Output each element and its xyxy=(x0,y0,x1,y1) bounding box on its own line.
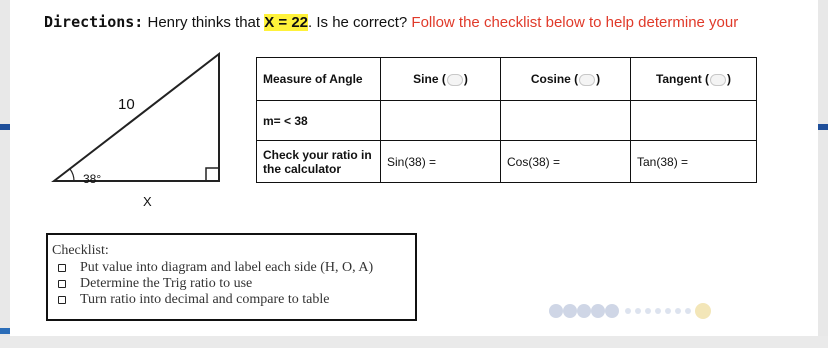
checklist-box xyxy=(46,233,417,321)
hypotenuse-label: 10 xyxy=(118,96,135,113)
cos-cell: Cos(38) = xyxy=(501,141,631,183)
left-edge-marker xyxy=(0,124,10,130)
directions-line xyxy=(44,13,738,31)
header-tangent: Tangent ( ) xyxy=(631,58,757,101)
trig-ratio-table xyxy=(256,57,757,183)
checklist-item: Put value into diagram and label each side (H, O, A) xyxy=(58,260,373,276)
header-cosine: Cosine ( ) xyxy=(501,58,631,101)
faded-decoration xyxy=(548,300,808,322)
header-measure: Measure of Angle xyxy=(257,58,381,101)
angle-sine-cell xyxy=(381,101,501,141)
table-header-row xyxy=(257,58,757,101)
right-frame-border xyxy=(818,0,828,348)
calculator-label-cell: Check your ratio in the calculator xyxy=(257,141,381,183)
directions-instruction: Follow the checklist below to help determine your xyxy=(411,14,739,31)
table-row-calculator xyxy=(257,141,757,183)
checklist-item: Turn ratio into decimal and compare to table xyxy=(58,292,329,308)
right-triangle-diagram xyxy=(48,52,248,212)
checklist-item: Determine the Trig ratio to use xyxy=(58,276,252,292)
base-label: X xyxy=(143,194,152,209)
checklist-title: Checklist: xyxy=(52,243,109,258)
angle-arc xyxy=(70,169,74,181)
right-angle-marker xyxy=(206,168,219,181)
tangent-fraction-icon xyxy=(710,74,726,86)
sin-cell: Sin(38) = xyxy=(381,141,501,183)
cosine-fraction-icon xyxy=(579,74,595,86)
triangle-shape xyxy=(54,54,219,181)
angle-label: 38° xyxy=(83,172,102,186)
directions-question: . Is he correct? xyxy=(308,14,412,31)
tan-cell: Tan(38) = xyxy=(631,141,757,183)
directions-text: Henry thinks that xyxy=(143,14,265,31)
angle-cosine-cell xyxy=(501,101,631,141)
header-sine: Sine ( ) xyxy=(381,58,501,101)
table-row-angle xyxy=(257,101,757,141)
right-edge-marker xyxy=(818,124,828,130)
highlighted-claim: X = 22 xyxy=(264,14,309,31)
checkbox-icon[interactable] xyxy=(58,264,66,272)
angle-tangent-cell xyxy=(631,101,757,141)
directions-label: Directions: xyxy=(44,13,144,31)
checkbox-icon[interactable] xyxy=(58,280,66,288)
bottom-frame-border xyxy=(0,336,828,348)
angle-measure-cell: m= < 38 xyxy=(257,101,381,141)
left-frame-border xyxy=(0,0,10,348)
checkbox-icon[interactable] xyxy=(58,296,66,304)
sine-fraction-icon xyxy=(447,74,463,86)
left-edge-marker-lower xyxy=(0,328,10,334)
